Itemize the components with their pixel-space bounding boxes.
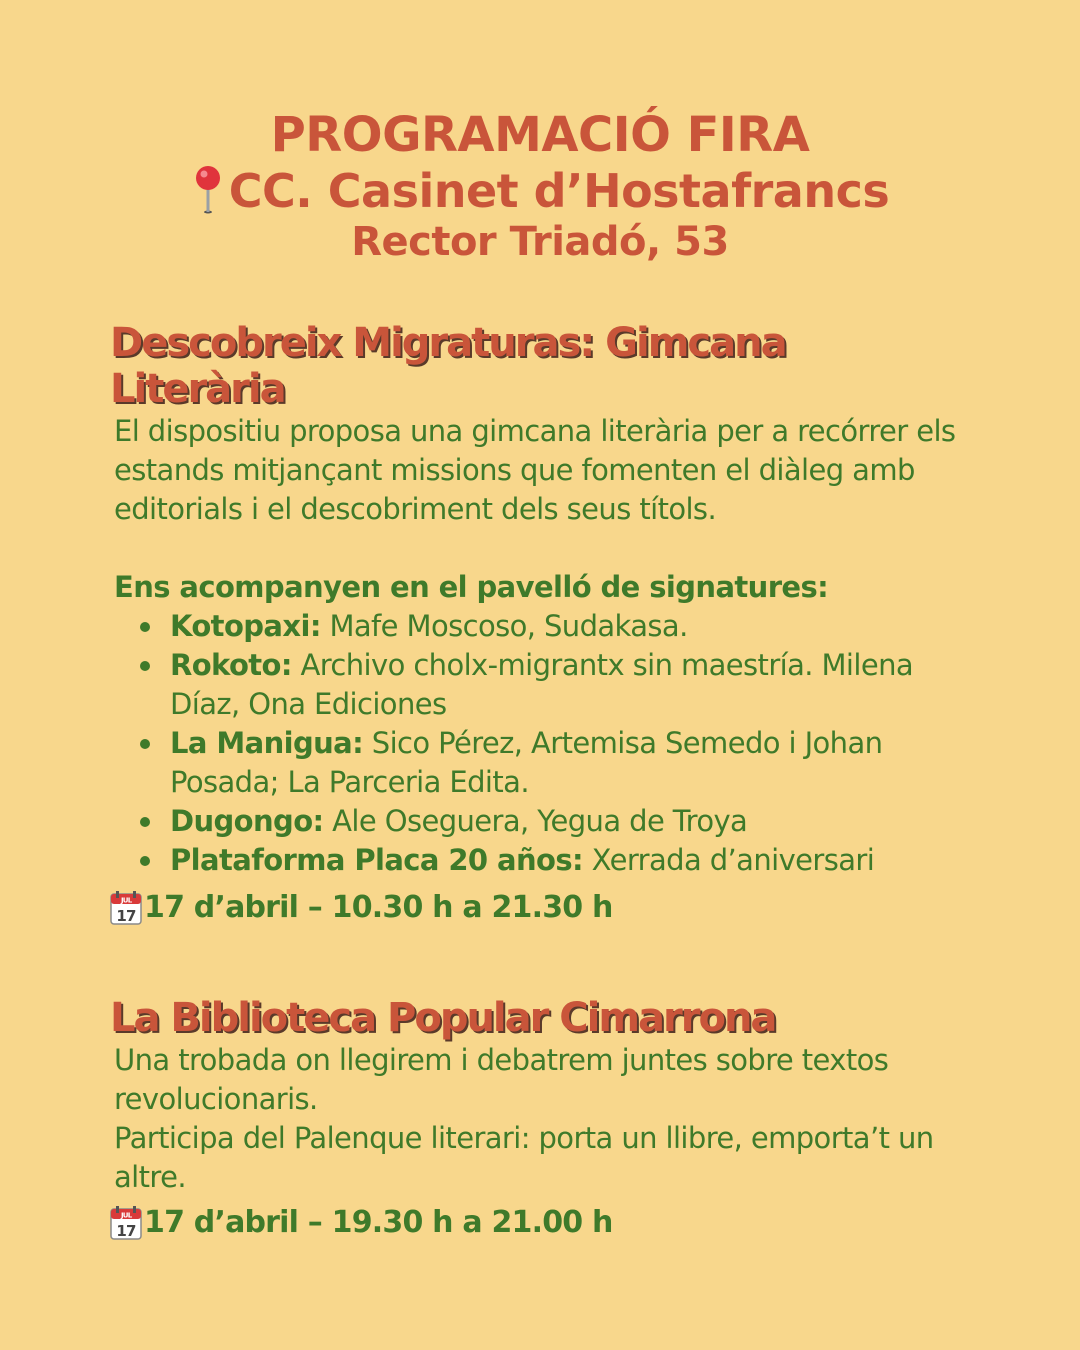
event-date-text: 17 d’abril – 10.30 h a 21.30 h [144,890,613,925]
header [0,105,1080,267]
list-item [170,607,990,646]
list-item [170,724,990,802]
signatures-list [110,607,990,880]
section-title [110,320,990,412]
calendar-month: JUL [121,1211,132,1220]
authors: Ale Oseguera, Yegua de Troya [332,804,748,838]
calendar-day: 17 [116,1222,136,1240]
section-biblioteca [110,995,990,1243]
publisher-name: Dugongo: [170,804,324,838]
calendar-icon [110,1206,142,1240]
authors: Archivo cholx-migrantx sin maestría. Milena Díaz, Ona Ediciones [170,648,914,721]
publisher-name: Plataforma Placa 20 años: [170,843,583,877]
section-description: Una trobada on llegirem i debatrem juntes sobre textos revolucionaris. [114,1043,889,1116]
venue-line [0,165,1080,217]
list-item [170,841,990,880]
calendar-icon [110,891,142,925]
event-date [110,888,990,928]
section-description-2: Participa del Palenque literari: porta un llibre, emporta’t un altre. [114,1121,934,1194]
section-title: La Biblioteca Popular Cimarrona [110,995,776,1041]
list-item [170,802,990,841]
calendar-day: 17 [116,907,136,925]
publisher-name: La Manigua: [170,726,364,760]
authors: Sico Pérez, Artemisa Semedo i Johan Posada; La Parceria Edita. [170,726,883,799]
calendar-month: JUL [121,896,132,905]
section-description: El dispositiu proposa una gimcana literària per a recórrer els estands mitjançant missions que fomenten el diàleg amb editorials i el descobriment dels seus títols. [114,414,956,526]
signatures-heading: Ens acompanyen en el pavelló de signatures: [114,570,829,604]
list-item [170,646,990,724]
publisher-name: Kotopaxi: [170,609,321,643]
page-title: PROGRAMACIÓ FIRA [270,107,810,163]
section-title-line: Descobreix Migraturas: Gimcana [110,320,786,366]
section-title-line: Literària [110,366,285,412]
publisher-name: Rokoto: [170,648,292,682]
authors: Mafe Moscoso, Sudakasa. [329,609,688,643]
section-gimcana [110,320,990,928]
event-date-text: 17 d’abril – 19.30 h a 21.00 h [144,1205,613,1240]
authors: Xerrada d’aniversari [591,843,875,877]
event-date [110,1203,990,1243]
round-pushpin-icon [191,165,225,215]
venue-address: Rector Triadó, 53 [351,219,729,265]
venue-name: CC. Casinet d’Hostafrancs [228,164,890,218]
